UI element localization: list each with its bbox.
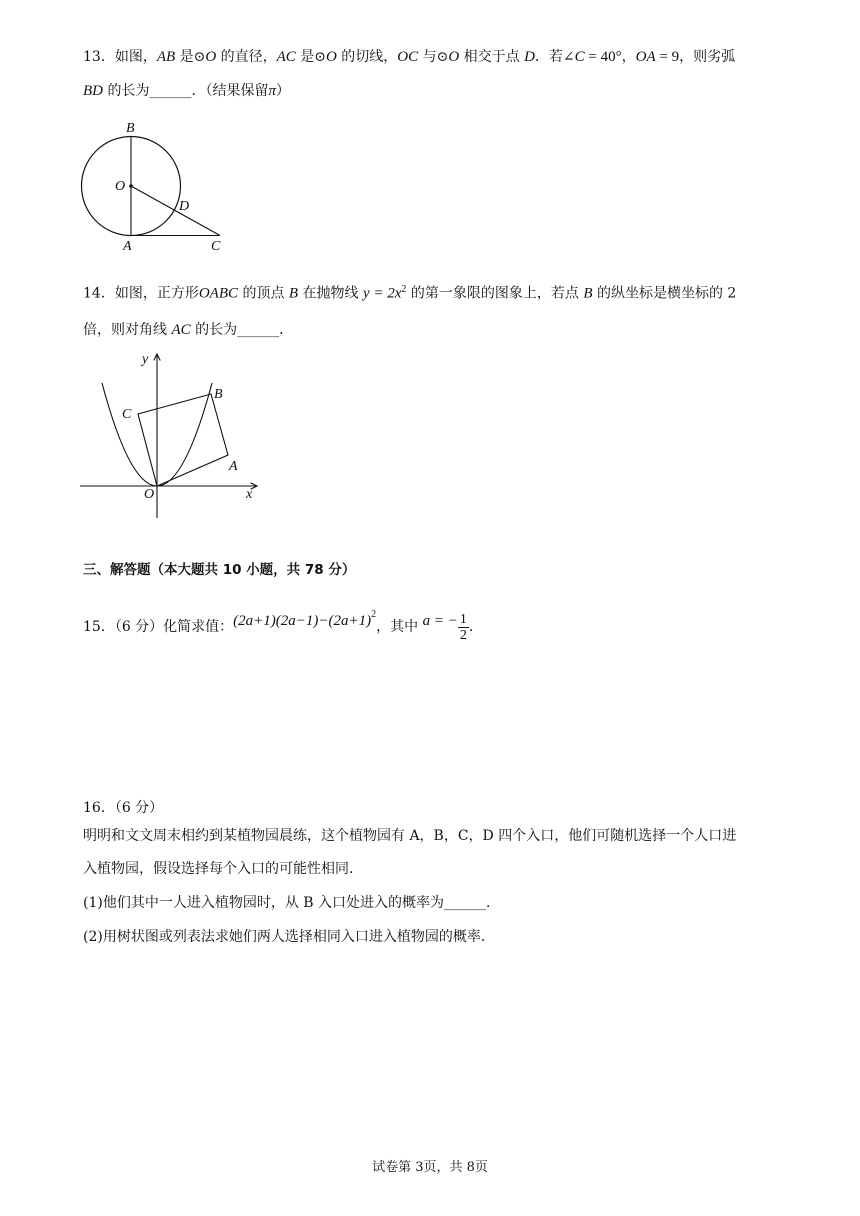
text: 14．如图，正方形: [83, 285, 199, 302]
label-o: O: [144, 487, 155, 502]
q13-figure: [70, 115, 240, 260]
math-b: B: [583, 285, 593, 302]
math-pi: π: [268, 83, 276, 99]
page-footer: 试卷第 3页，共 8页: [372, 1160, 488, 1175]
label-o: O: [115, 179, 126, 194]
label-x: x: [246, 487, 253, 502]
label-a: A: [123, 239, 132, 254]
answer-blank: ______: [237, 322, 280, 338]
math-o: O: [326, 49, 337, 65]
text: 的长为: [190, 322, 238, 338]
segment-oc: [131, 186, 220, 236]
square-oabc: [138, 394, 228, 486]
label-y: y: [142, 352, 149, 367]
text: ．: [486, 895, 501, 911]
q13-line1: [83, 47, 783, 67]
math-oa-value: = 9: [655, 49, 680, 65]
label-b: B: [214, 387, 223, 402]
math-oa: OA: [635, 49, 656, 65]
math-oc: OC: [397, 49, 419, 65]
math-b: B: [288, 285, 299, 302]
text: ．若∠: [534, 49, 575, 65]
q16-head: 16．（6 分）: [83, 800, 164, 816]
math-ab: AB: [156, 49, 176, 65]
text: ．: [279, 322, 294, 338]
math-bd: BD: [83, 83, 103, 99]
text: 的切线，: [336, 49, 398, 65]
q14-line2: [83, 320, 783, 340]
q14-line1: [83, 280, 783, 304]
text: ，: [621, 49, 636, 65]
math-d: D: [524, 49, 535, 65]
text: 的顶点: [238, 285, 289, 302]
text: 与⊙: [418, 49, 449, 65]
text: 的长为: [103, 83, 150, 99]
text: 的直径，: [216, 49, 277, 65]
text: 是⊙: [295, 49, 326, 65]
math-oabc: OABC: [198, 285, 238, 302]
text: ）: [275, 83, 290, 99]
label-b: B: [126, 121, 135, 136]
answer-blank: ______: [149, 83, 192, 99]
text: 在抛物线: [298, 285, 363, 302]
math-a-value: a = −: [422, 613, 458, 629]
math-o: O: [448, 49, 460, 65]
math-expression: (2a+1)(2a−1)−(2a+1): [233, 613, 372, 629]
label-c: C: [211, 239, 221, 254]
label-c: C: [122, 407, 132, 422]
math-exponent: 2: [401, 284, 407, 295]
answer-blank: ______: [444, 895, 487, 911]
q14-figure: [75, 350, 265, 525]
fraction-denominator: 2: [459, 627, 467, 643]
text: 倍，则对角线: [83, 322, 172, 338]
q16-para1: 明明和文文周末相约到某植物园晨练，这个植物园有 A，B，C，D 四个入口，他们可随机选择一个人口进: [83, 828, 737, 844]
math-fraction: [458, 612, 469, 643]
label-d: D: [179, 199, 190, 214]
q16-sub1: [83, 893, 783, 913]
text: ．（结果保留: [191, 83, 269, 99]
math-ac: AC: [171, 322, 191, 338]
q15-line: [83, 600, 783, 643]
text: 13．如图，: [83, 49, 157, 65]
text: 的纵坐标是横坐标的 2: [592, 285, 737, 302]
text: 相交于点: [459, 49, 525, 65]
section-header: 三、解答题（本大题共 10 小题，共 78 分）: [83, 562, 356, 578]
q16-sub2: (2)用树状图或列表法求她们两人选择相同入口进入植物园的概率．: [83, 929, 495, 945]
q16-para2: 入植物园，假设选择每个入口的可能性相同．: [83, 861, 363, 877]
text: 是⊙: [175, 49, 206, 65]
label-a: A: [229, 459, 238, 474]
text: ，其中: [376, 619, 423, 635]
math-c: C: [574, 49, 585, 65]
text: (1)他们其中一人进入植物园时，从 B 入口处进入的概率为: [83, 895, 445, 911]
q13-line2: [83, 81, 783, 101]
fraction-numerator: 1: [459, 611, 467, 627]
math-ac: AC: [276, 49, 296, 65]
text: 15．（6 分）化简求值：: [83, 619, 234, 635]
text: ．: [468, 619, 483, 635]
math-parabola: y = 2x: [362, 285, 402, 302]
math-o: O: [205, 49, 217, 65]
text: 的第一象限的图象上，若点: [406, 285, 584, 302]
math-exponent: 2: [371, 609, 377, 620]
text: ，则劣弧: [679, 49, 736, 65]
point-o: [129, 184, 133, 188]
math-angle-value: = 40°: [584, 49, 622, 65]
